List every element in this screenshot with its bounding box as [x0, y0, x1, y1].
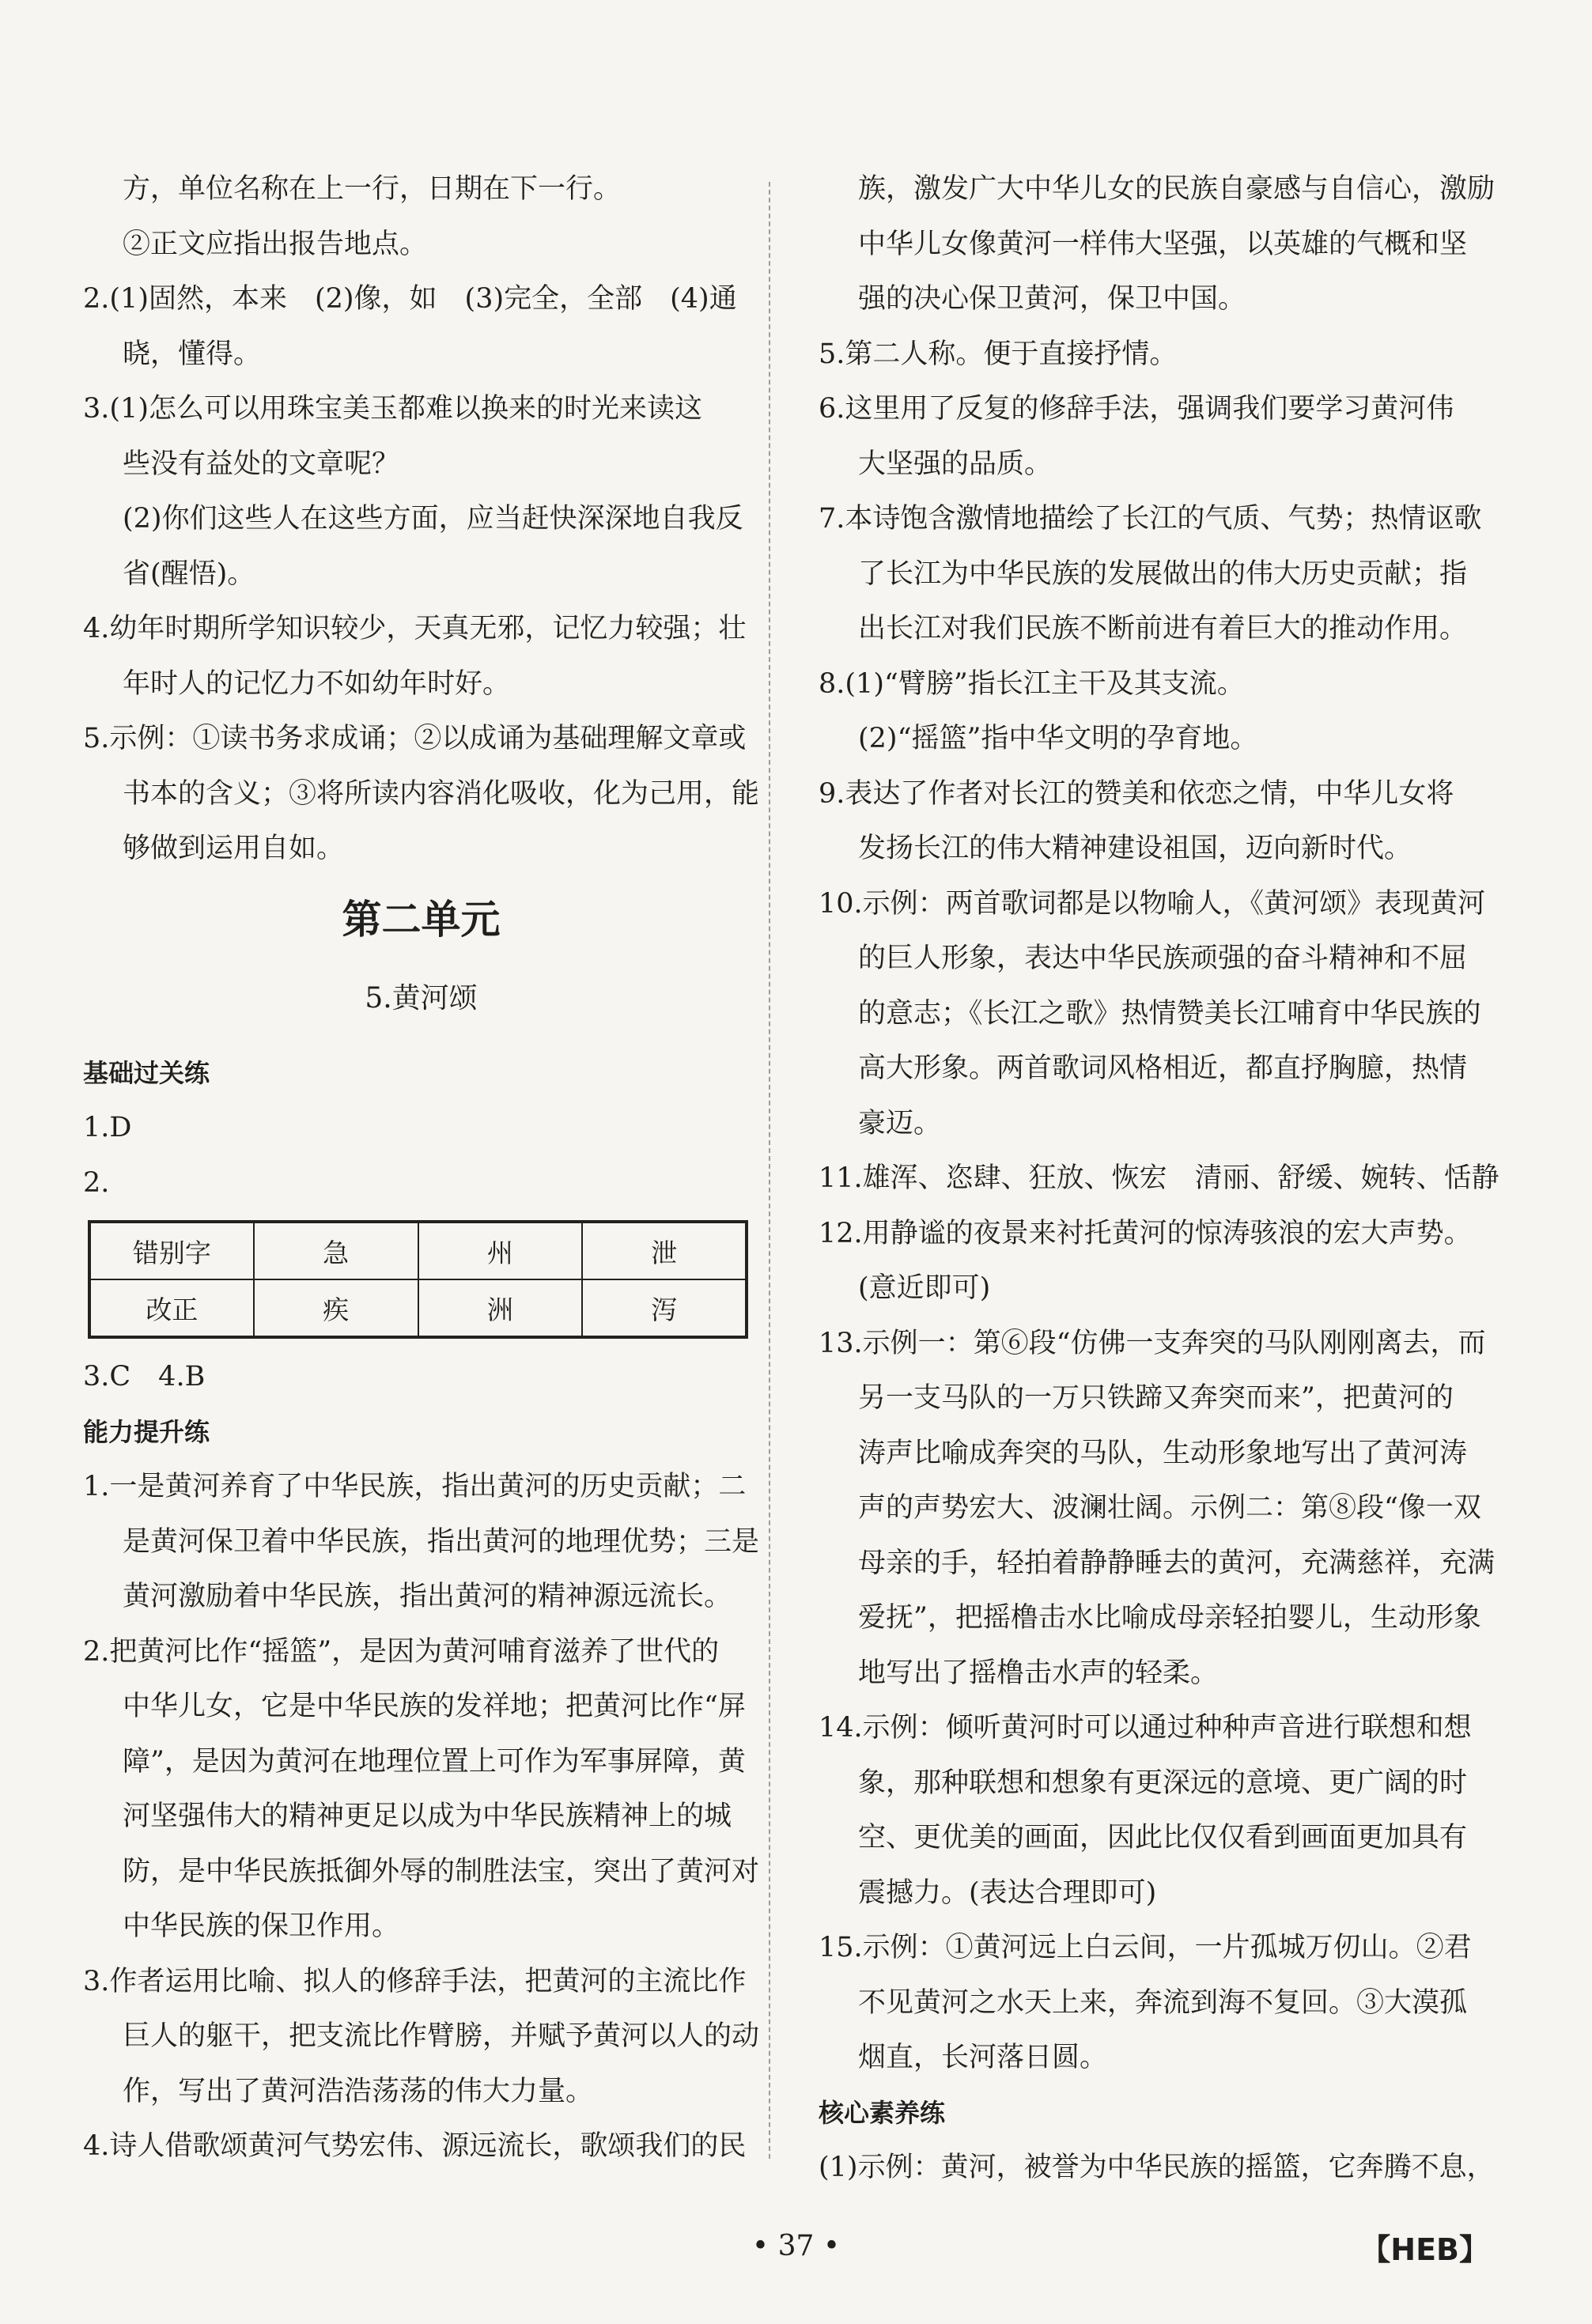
left-column: [83, 162, 759, 2175]
text-line: 省(醒悟)。: [123, 557, 255, 590]
text-line: 涛声比喻成奔突的马队，生动形象地写出了黄河涛: [858, 1437, 1468, 1469]
text-line: 年时人的记忆力不如幼年时好。: [123, 667, 511, 700]
text-line: 8.(1)“臂膀”指长江主干及其支流。: [819, 667, 1245, 700]
text-line: 9.表达了作者对长江的赞美和依恋之情，中华儿女将: [819, 777, 1454, 810]
text-line: 高大形象。两首歌词风格相近，都直抒胸臆，热情: [858, 1052, 1468, 1084]
text-line: 族，激发广大中华儿女的民族自豪感与自信心，激励: [858, 173, 1496, 205]
text-line: 的意志；《长江之歌》热情赞美长江哺育中华民族的: [858, 997, 1481, 1030]
text-line: ②正文应指出报告地点。: [123, 228, 428, 260]
text-line: (2)“摇篮”指中华文明的孕育地。: [858, 723, 1258, 754]
text-line: 3.(1)怎么可以用珠宝美玉都难以换来的时光来读这: [83, 393, 702, 425]
text-line: 了长江为中华民族的发展做出的伟大历史贡献；指: [858, 557, 1468, 590]
text-line: 另一支马队的一万只铁蹄又奔突而来”，把黄河的: [858, 1382, 1454, 1414]
text-line: 3.C 4.B: [83, 1361, 206, 1393]
table-cell: 泻: [582, 1279, 747, 1337]
text-line: (1)示例：黄河，被誉为中华民族的摇篮，它奔腾不息，: [819, 2152, 1495, 2183]
text-line: 防，是中华民族抵御外辱的制胜法宝，突出了黄河对: [123, 1855, 760, 1888]
text-line: 2.把黄河比作“摇篮”，是因为黄河哺育滋养了世代的: [83, 1635, 720, 1668]
text-line: 2.: [83, 1166, 110, 1199]
text-line: 地写出了摇橹击水声的轻柔。: [858, 1657, 1219, 1689]
unit-title: 第二单元: [342, 896, 501, 943]
text-line: 中华儿女，它是中华民族的发祥地；把黄河比作“屏: [123, 1691, 746, 1722]
text-line: 震撼力。(表达合理即可): [858, 1876, 1157, 1909]
text-line: 障”，是因为黄河在地理位置上可作为军事屏障，黄: [123, 1745, 746, 1778]
text-line: 12.用静谧的夜景来衬托黄河的惊涛骇浪的宏大声势。: [819, 1217, 1472, 1249]
text-line: 2.(1)固然，本来 (2)像，如 (3)完全，全部 (4)通: [83, 283, 737, 315]
text-line: 母亲的手，轻拍着静静睡去的黄河，充满慈祥，充满: [858, 1547, 1496, 1579]
text-line: 是黄河保卫着中华民族，指出黄河的地理优势；三是: [123, 1525, 760, 1558]
text-line: 出长江对我们民族不断前进有着巨大的推动作用。: [858, 613, 1468, 644]
lesson-title: 5.黄河颂: [365, 981, 478, 1015]
text-line: 作，写出了黄河浩浩荡荡的伟大力量。: [123, 2075, 594, 2107]
text-line: 黄河激励着中华民族，指出黄河的精神源远流长。: [123, 1581, 732, 1612]
correction-table: [88, 1220, 748, 1339]
text-line: 的巨人形象，表达中华民族顽强的奋斗精神和不屈: [858, 943, 1468, 974]
text-line: 1.D: [83, 1112, 132, 1143]
section-heading-ability: 能力提升练: [83, 1416, 210, 1447]
text-line: 6.这里用了反复的修辞手法，强调我们要学习黄河伟: [819, 393, 1454, 425]
text-line: 大坚强的品质。: [858, 448, 1053, 480]
text-line: 烟直，长河落日圆。: [858, 2042, 1108, 2073]
text-line: 4.诗人借歌颂黄河气势宏伟、源远流长，歌颂我们的民: [83, 2130, 747, 2162]
text-line: 河坚强伟大的精神更足以成为中华民族精神上的城: [123, 1801, 732, 1832]
section-heading-basic: 基础过关练: [83, 1057, 210, 1088]
text-line: 3.作者运用比喻、拟人的修辞手法，把黄河的主流比作: [83, 1965, 747, 1997]
text-line: 不见黄河之水天上来，奔流到海不复回。③大漠孤: [858, 1986, 1468, 2019]
text-line: 中华民族的保卫作用。: [123, 1910, 400, 1942]
text-line: 10.示例：两首歌词都是以物喻人，《黄河颂》表现黄河: [819, 887, 1486, 920]
edition-tag: 【HEB】: [1360, 2232, 1489, 2267]
text-line: 声的声势宏大、波澜壮阔。示例二：第⑧段“像一双: [858, 1492, 1481, 1524]
text-line: 中华儿女像黄河一样伟大坚强，以英雄的气概和坚: [858, 228, 1468, 260]
text-line: 13.示例一：第⑥段“仿佛一支奔突的马队刚刚离去，而: [819, 1327, 1486, 1359]
text-line: 5.第二人称。便于直接抒情。: [819, 338, 1178, 370]
table-cell: 改正: [89, 1279, 254, 1337]
text-line: 豪迈。: [858, 1107, 942, 1139]
text-line: 爱抚”，把摇橹击水比喻成母亲轻拍婴儿，生动形象: [858, 1602, 1481, 1634]
right-column: [819, 162, 1499, 2196]
text-line: 发扬长江的伟大精神建设祖国，迈向新时代。: [858, 833, 1412, 864]
text-line: 15.示例：①黄河远上白云间，一片孤城万仞山。②君: [819, 1932, 1472, 1963]
text-line: 书本的含义；③将所读内容消化吸收，化为己用，能: [123, 777, 760, 810]
text-line: 够做到运用自如。: [123, 833, 345, 864]
text-line: 晓，懂得。: [123, 338, 262, 370]
text-line: 4.幼年时期所学知识较少，天真无邪，记忆力较强；壮: [83, 613, 747, 644]
table-cell: 洲: [418, 1279, 583, 1337]
text-line: 5.示例：①读书务求成诵；②以成诵为基础理解文章或: [83, 723, 747, 754]
table-row: [89, 1222, 747, 1279]
text-line: 11.雄浑、恣肆、狂放、恢宏 清丽、舒缓、婉转、恬静: [819, 1162, 1499, 1194]
table-row: [89, 1279, 747, 1337]
column-divider: [769, 182, 770, 2159]
text-line: 14.示例：倾听黄河时可以通过种种声音进行联想和想: [819, 1712, 1472, 1744]
text-line: 强的决心保卫黄河，保卫中国。: [858, 283, 1246, 315]
table-cell: 疾: [254, 1279, 418, 1337]
text-line: 方，单位名称在上一行，日期在下一行。: [123, 173, 622, 205]
table-cell: 州: [418, 1222, 583, 1279]
table-cell: 急: [254, 1222, 418, 1279]
text-line: 1.一是黄河养育了中华民族，指出黄河的历史贡献；二: [83, 1471, 747, 1502]
page-number: • 37 •: [751, 2230, 841, 2262]
text-line: 些没有益处的文章呢？: [123, 448, 400, 480]
section-heading-core: 核心素养练: [819, 2097, 946, 2128]
text-line: 巨人的躯干，把支流比作臂膀，并赋予黄河以人的动: [123, 2020, 760, 2052]
text-line: 空、更优美的画面，因此比仅仅看到画面更加具有: [858, 1822, 1468, 1854]
text-line: (2)你们这些人在这些方面，应当赶快深深地自我反: [123, 503, 743, 535]
text-line: 象，那种联想和想象有更深远的意境、更广阔的时: [858, 1767, 1468, 1799]
table-cell: 错别字: [89, 1222, 254, 1279]
text-line: 7.本诗饱含激情地描绘了长江的气质、气势；热情讴歌: [819, 503, 1482, 535]
table-cell: 泄: [582, 1222, 747, 1279]
text-line: (意近即可): [858, 1272, 991, 1304]
